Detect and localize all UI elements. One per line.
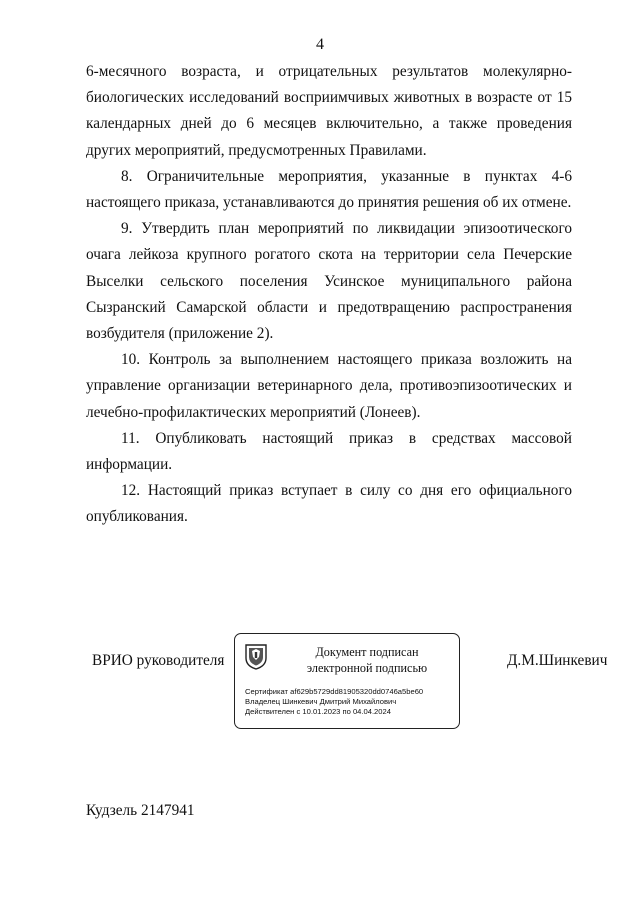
paragraph-8: 8. Ограничительные мероприятия, указанные в пунктах 4-6 настоящего приказа, устанавливаются до принятия решения об их отмене. [86,167,572,212]
paragraph-12: 12. Настоящий приказ вступает в силу со дня его официального опубликования. [86,482,572,526]
paragraph-9: 9. Утвердить план мероприятий по ликвидации эпизоотического очага лейкоза крупного рогатого скота на территории села Печерские Выселки сельского поселения Усинское муниципального района Сызранский Самарской области и предотвращению распространения возбудителя (приложение 2). [86,220,572,343]
stamp-details [245,687,457,717]
certificate-owner: Владелец Шинкевич Дмитрий Михайлович [245,697,397,706]
paragraph-10: 10. Контроль за выполнением настоящего приказа возложить на управление организации ветеринарного дела, противоэпизоотических и лечебно-профилактических мероприятий (Лонеев). [86,351,572,421]
stamp-title-line-2: электронной подписью [306,661,428,675]
signer-name: Д.М.Шинкевич [507,652,608,669]
paragraph-11: 11. Опубликовать настоящий приказ в средствах массовой информации. [86,429,572,474]
executor-info: Кудзель 2147941 [86,802,195,819]
page-number: 4 [316,36,324,53]
electronic-signature-stamp [234,633,460,729]
certificate-number: Сертификат af629b5729dd81905320dd0746a5be60 [245,687,424,696]
paragraph-continuation: 6-месячного возраста, и отрицательных результатов молекулярно-биологических исследований восприимчивых животных в возрасте от 15 календарных дней до 6 месяцев включительно, а также проведения других мероприятий, предусмотренных Правилами. [86,63,572,159]
stamp-title-line-1: Документ подписан [315,645,419,659]
certificate-validity: Действителен с 10.01.2023 по 04.04.2024 [245,707,391,716]
signer-title: ВРИО руководителя [92,652,225,669]
stamp-title [279,644,455,676]
coat-of-arms-icon [244,642,268,670]
document-body [86,59,572,531]
